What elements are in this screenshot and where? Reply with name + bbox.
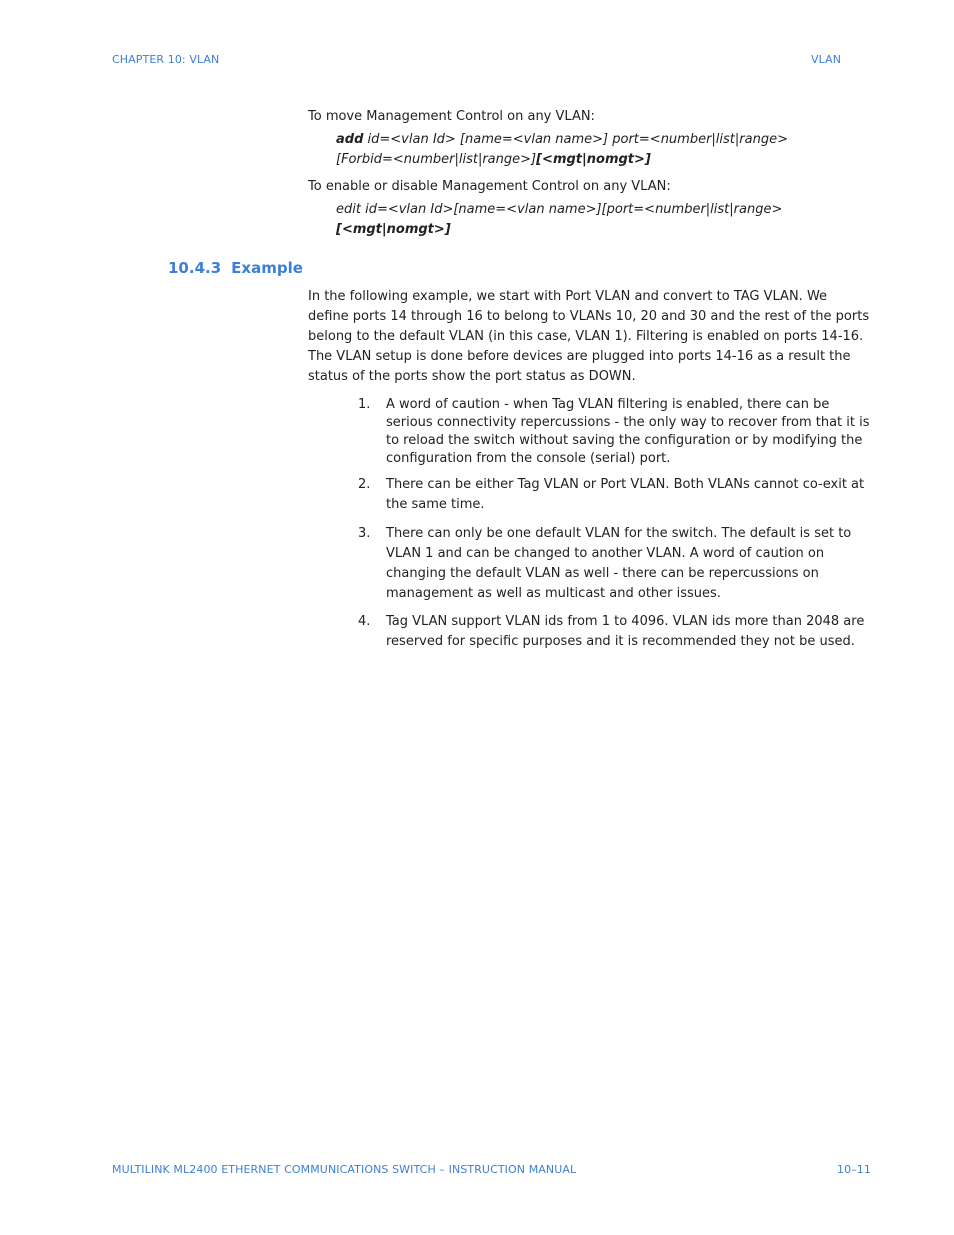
- enable-mgmt-intro: To enable or disable Management Control on any VLAN:: [308, 179, 671, 194]
- add-command-forbid: [Forbid=<number|list|range>]: [336, 152, 537, 167]
- section-number: 10.4.3: [168, 259, 222, 277]
- move-mgmt-intro: To move Management Control on any VLAN:: [308, 109, 595, 124]
- list-item-number: 3.: [358, 526, 371, 541]
- add-keyword: add: [336, 132, 364, 147]
- section-title: Example: [231, 259, 303, 277]
- list-item: [358, 612, 870, 652]
- running-header-chapter: CHAPTER 10: VLAN: [112, 53, 220, 66]
- list-item-number: 4.: [358, 614, 371, 629]
- example-paragraph: In the following example, we start with Port VLAN and convert to TAG VLAN. We define ports 14 through 16 to belong to VLANs 10, 20 and 30 and the rest of the ports belong to the default VLAN (in this case, VLAN 1). Filtering is enabled on ports 14-16. The VLAN setup is done before devices are plugged into ports 14-16 as a result the status of the ports show the port status as DOWN.: [308, 289, 870, 384]
- add-command-params: id=<vlan Id> [name=<vlan name>] port=<number|list|range>: [363, 132, 788, 147]
- footer-page-number: 10–11: [837, 1163, 871, 1176]
- list-item-number: 1.: [358, 397, 371, 412]
- list-item-number: 2.: [358, 477, 371, 492]
- add-command-line-2: [336, 150, 856, 170]
- edit-command: [336, 200, 876, 240]
- list-item-text: There can only be one default VLAN for the switch. The default is set to VLAN 1 and can be changed to another VLAN. A word of caution on changing the default VLAN as well - there can be repercussions on management as well as multicast and other issues.: [386, 526, 852, 601]
- list-item: [358, 475, 870, 515]
- footer-manual-title: MULTILINK ML2400 ETHERNET COMMUNICATIONS SWITCH – INSTRUCTION MANUAL: [112, 1163, 577, 1176]
- edit-command-mgt-option: [<mgt|nomgt>]: [336, 222, 451, 237]
- list-item-text: A word of caution - when Tag VLAN filtering is enabled, there can be serious connectivity repercussions - the only way to recover from that it is to reload the switch without saving the configuration or by modifying the configuration from the console (serial) port.: [386, 397, 870, 466]
- add-command-mgt-option: [<mgt|nomgt>]: [536, 152, 651, 167]
- edit-command-params: edit id=<vlan Id>[name=<vlan name>][port=<number|list|range>: [336, 202, 783, 217]
- section-heading: [168, 259, 303, 277]
- list-item: [358, 396, 870, 468]
- list-item: [358, 524, 870, 604]
- list-item-text: Tag VLAN support VLAN ids from 1 to 4096. VLAN ids more than 2048 are reserved for specific purposes and it is recommended they not be used.: [386, 614, 865, 649]
- list-item-text: There can be either Tag VLAN or Port VLAN. Both VLANs cannot co-exit at the same time.: [386, 477, 865, 512]
- running-header-section: VLAN: [811, 53, 842, 66]
- add-command: [336, 130, 856, 170]
- add-command-line-1: [336, 130, 856, 150]
